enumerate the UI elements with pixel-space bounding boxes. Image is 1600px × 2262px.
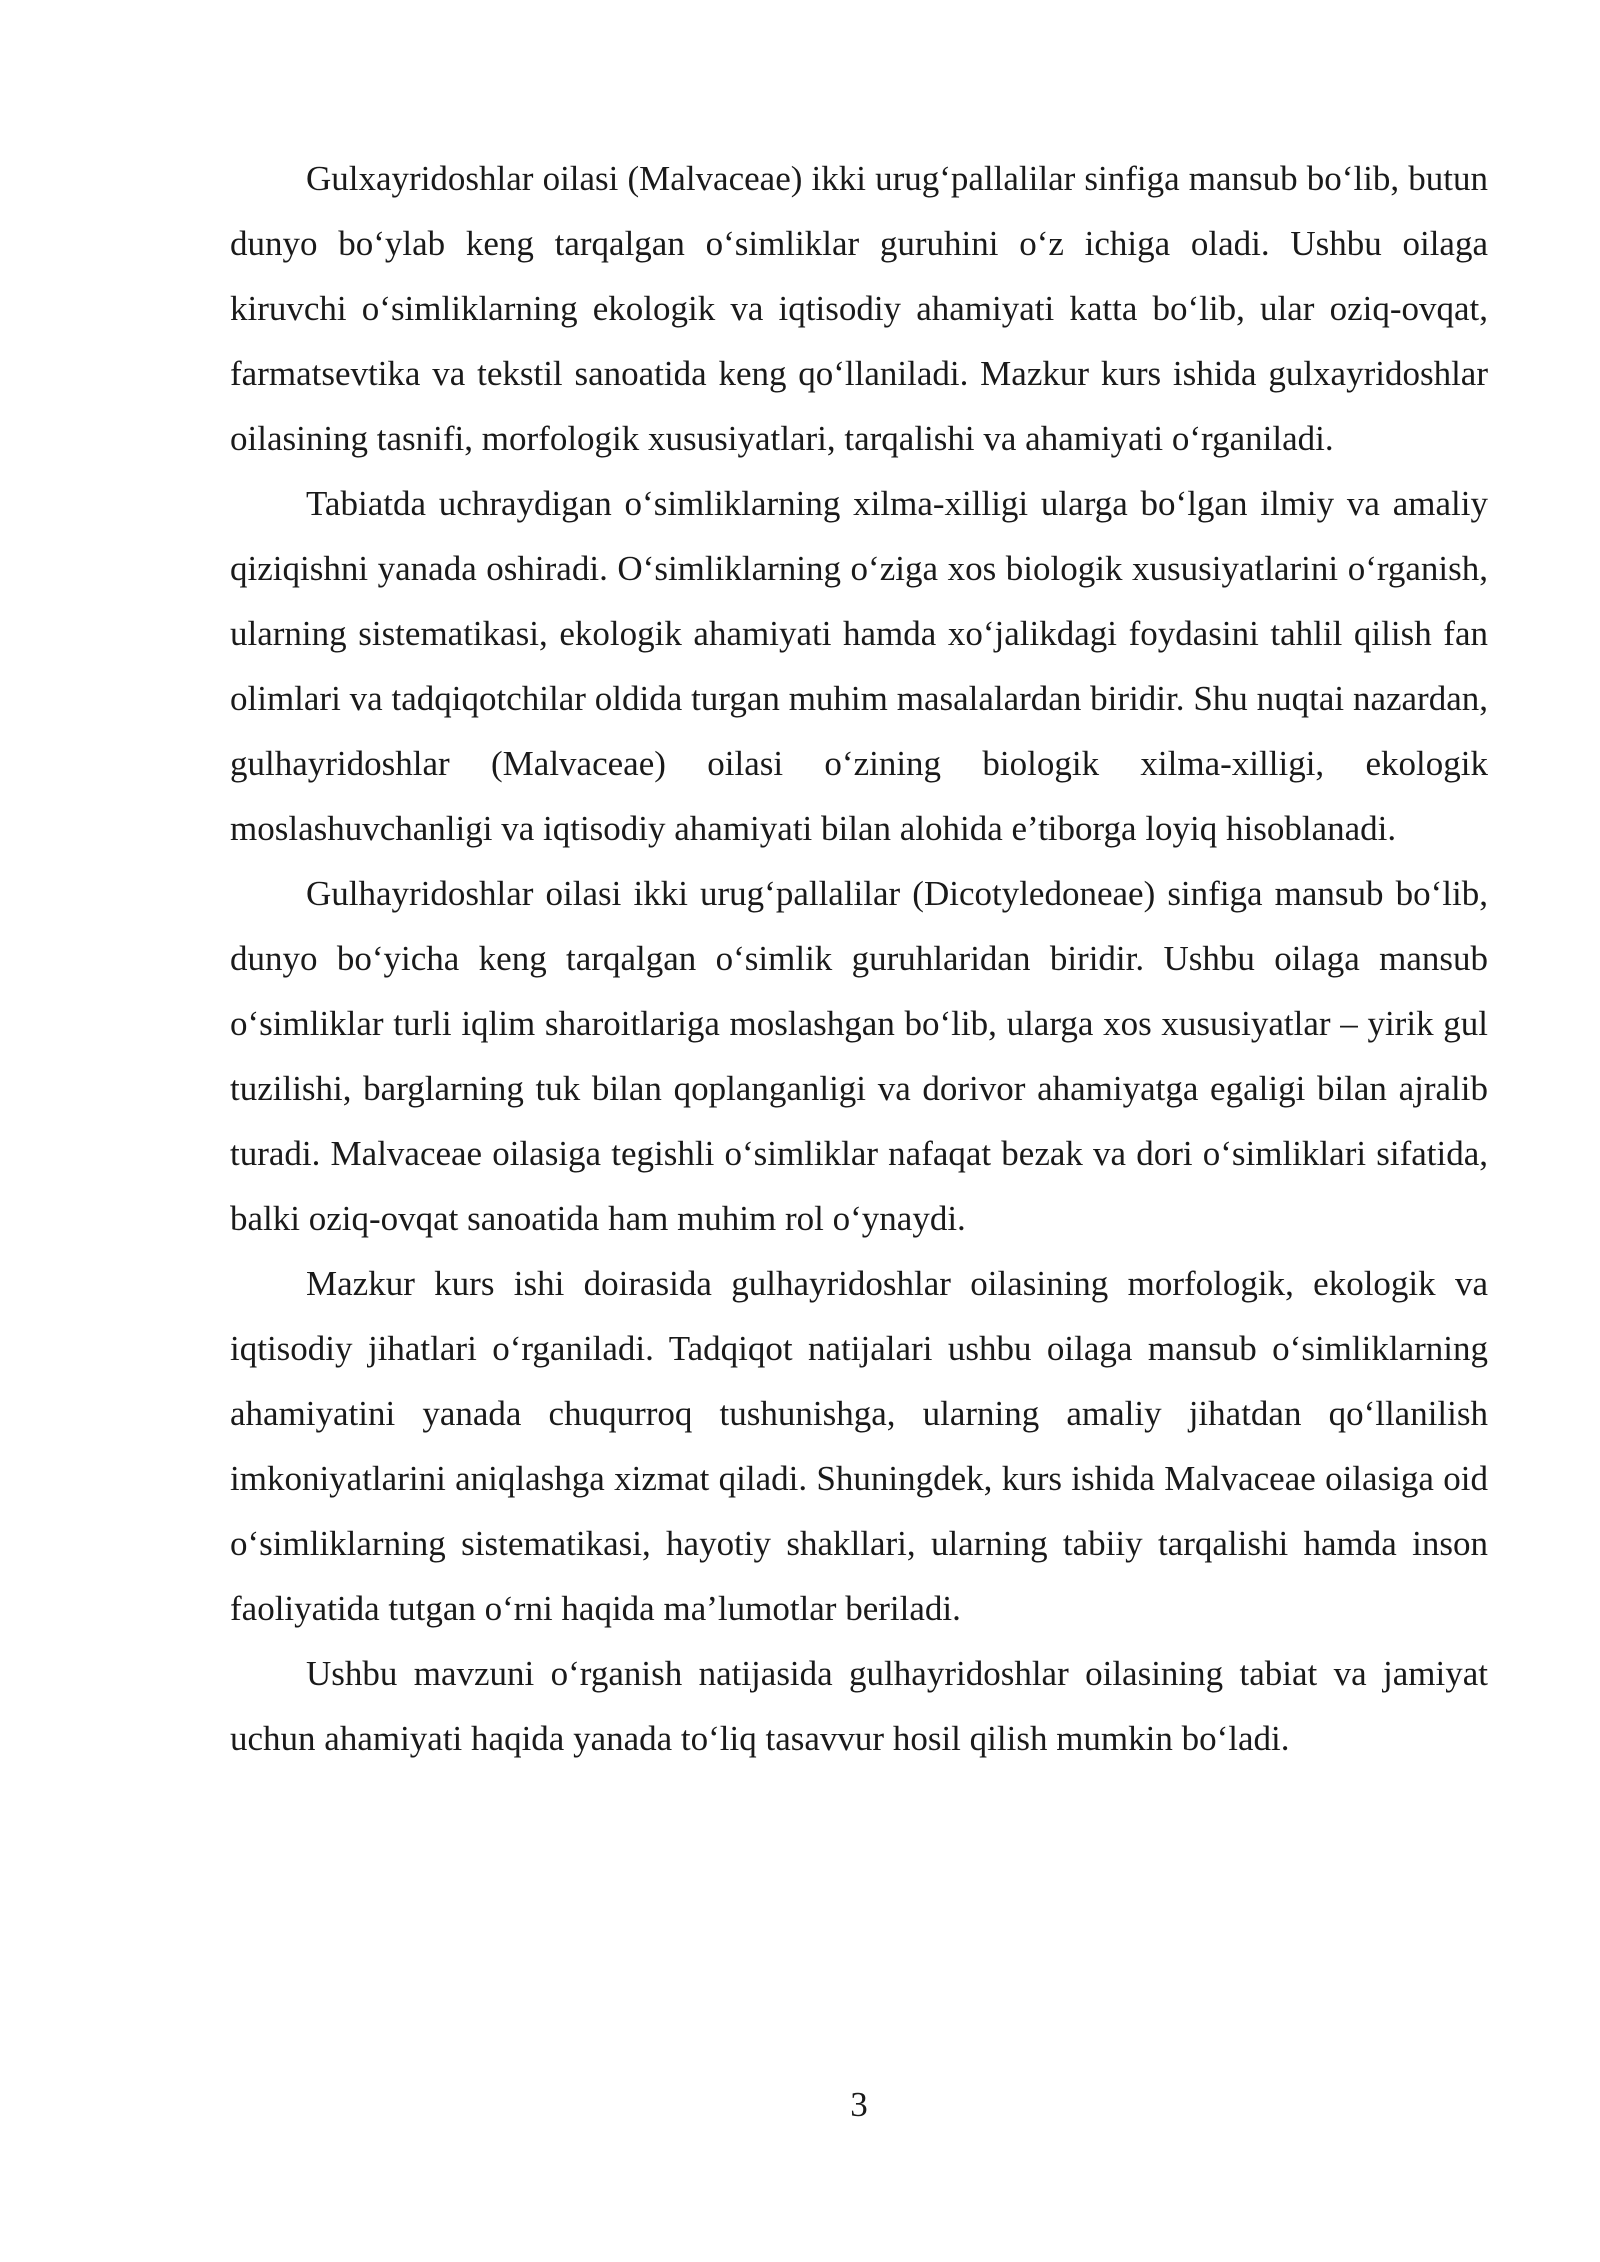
body-text (230, 146, 1488, 1771)
paragraph-scope: Mazkur kurs ishi doirasida gulhayridoshlar oilasining morfologik, ekologik va iqtisodiy jihatlari o‘rganiladi. Tadqiqot natijalari ushbu oilaga mansub o‘simliklarning ahamiyatini yanada chuqurroq tushunishga, ularning amaliy jihatdan qo‘llanilish imkoniyatlarini aniqlashga xizmat qiladi. Shuningdek, kurs ishida Malvaceae oilasiga oid o‘simliklarning sistematikasi, hayotiy shakllari, ularning tabiiy tarqalishi hamda inson faoliyatida tutgan o‘rni haqida ma’lumotlar beriladi. (230, 1264, 1488, 1628)
paragraph-conclusion: Ushbu mavzuni o‘rganish natijasida gulhayridoshlar oilasining tabiat va jamiyat uchun ahamiyati haqida yanada to‘liq tasavvur hosil qilish mumkin bo‘ladi. (230, 1654, 1488, 1758)
paragraph-diversity: Tabiatda uchraydigan o‘simliklarning xilma-xilligi ularga bo‘lgan ilmiy va amaliy qiziqishni yanada oshiradi. O‘simliklarning o‘ziga xos biologik xususiyatlarini o‘rganish, ularning sistematikasi, ekologik ahamiyati hamda xo‘jalikdagi foydasini tahlil qilish fan olimlari va tadqiqotchilar oldida turgan muhim masalalardan biridir. Shu nuqtai nazardan, gulhayridoshlar (Malvaceae) oilasi o‘zining biologik xilma-xilligi, ekologik moslashuvchanligi va iqtisodiy ahamiyati bilan alohida e’tiborga loyiq hisoblanadi. (230, 484, 1488, 848)
page-number: 3 (850, 2085, 868, 2124)
paragraph-intro: Gulxayridoshlar oilasi (Malvaceae) ikki urug‘pallalilar sinfiga mansub bo‘lib, butun dunyo bo‘ylab keng tarqalgan o‘simliklar guruhini o‘z ichiga oladi. Ushbu oilaga kiruvchi o‘simliklarning ekologik va iqtisodiy ahamiyati katta bo‘lib, ular oziq-ovqat, farmatsevtika va tekstil sanoatida keng qo‘llaniladi. Mazkur kurs ishida gulxayridoshlar oilasining tasnifi, morfologik xususiyatlari, tarqalishi va ahamiyati o‘rganiladi. (230, 159, 1488, 458)
paragraph-classification: Gulhayridoshlar oilasi ikki urug‘pallalilar (Dicotyledoneae) sinfiga mansub bo‘lib, dunyo bo‘yicha keng tarqalgan o‘simlik guruhlaridan biridir. Ushbu oilaga mansub o‘simliklar turli iqlim sharoitlariga moslashgan bo‘lib, ularga xos xususiyatlar – yirik gul tuzilishi, barglarning tuk bilan qoplanganligi va dorivor ahamiyatga egaligi bilan ajralib turadi. Malvaceae oilasiga tegishli o‘simliklar nafaqat bezak va dori o‘simliklari sifatida, balki oziq-ovqat sanoatida ham muhim rol o‘ynaydi. (230, 874, 1488, 1238)
